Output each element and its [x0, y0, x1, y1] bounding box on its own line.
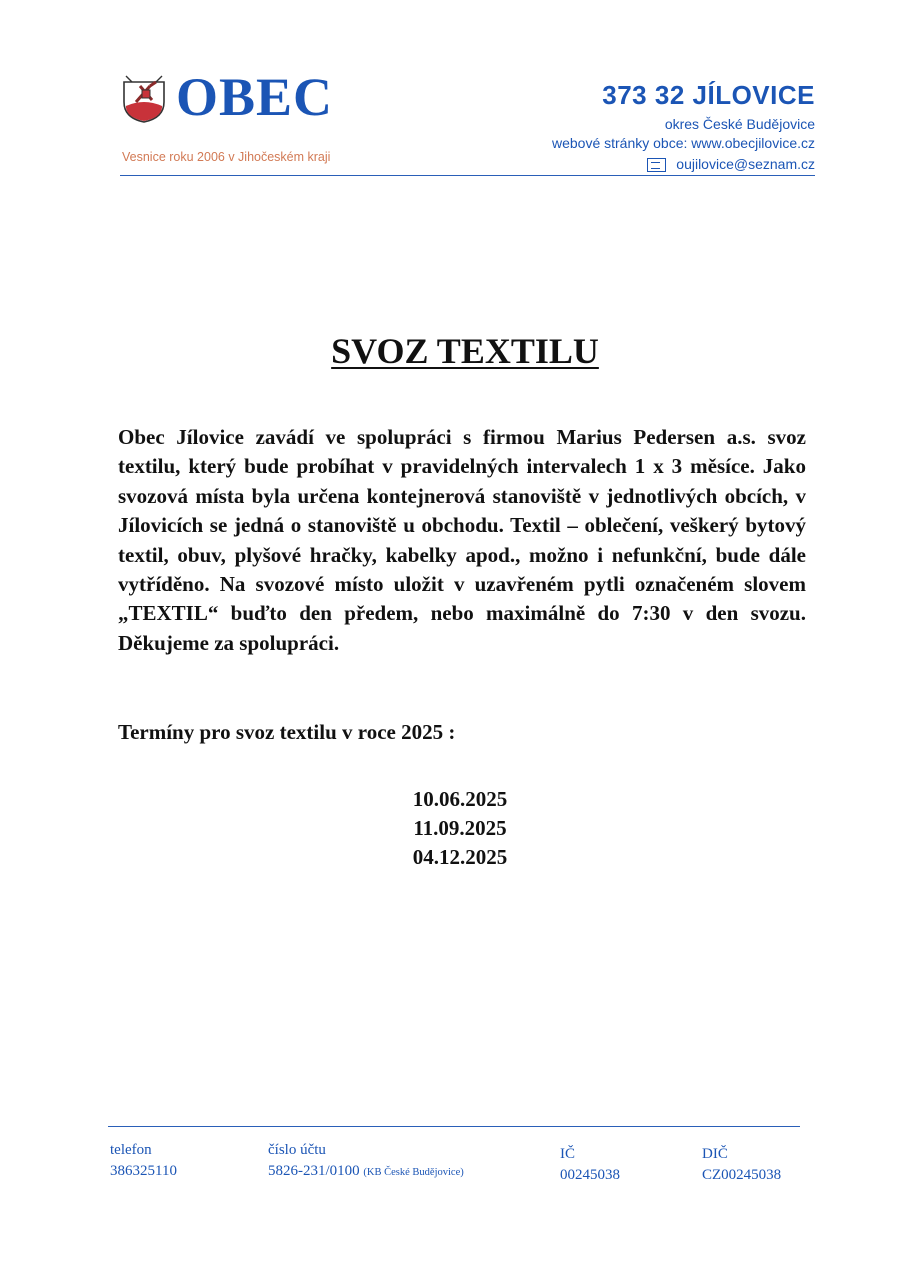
date-item: 10.06.2025 [412, 787, 508, 811]
body-text: Obec Jílovice zavádí ve spolupráci s firmou Marius Pedersen a.s. svoz textilu, který bude probíhat v pravidelných intervalech 1 x 3 měsíce. Jako svozová místa byla určena kontejnerová stanoviště v jednotlivých obcích, v Jílovicích se jedná o stanoviště u obchodu. Textil – oblečení, veškerý bytový textil, obuv, plyšové hračky, kabelky apod., možno i nefunkční, bude dále vytříděno. Na svozové místo uložit v uzavřeném pytli označeném slovem „TEXTIL“ buďto den předem, nebo maximálně do 7:30 v den svozu. Děkujeme za spolupráci. [118, 425, 806, 655]
ic-value: 00245038 [560, 1167, 620, 1183]
dates-list [0, 785, 900, 872]
logo-word: OBEC [176, 67, 334, 127]
website-line[interactable]: webové stránky obce: www.obecjilovice.cz [551, 135, 815, 151]
footer-dic [702, 1144, 781, 1186]
phone-label: telefon [110, 1142, 152, 1158]
district-line: okres České Budějovice [664, 116, 815, 132]
dic-value: CZ00245038 [702, 1167, 782, 1183]
tagline: Vesnice roku 2006 v Jihočeském kraji [122, 150, 331, 164]
header-divider [120, 175, 815, 176]
date-item: 11.09.2025 [413, 816, 507, 840]
account-value: 5826-231/0100 [268, 1163, 360, 1179]
account-label: číslo účtu [268, 1142, 326, 1158]
footer-divider [108, 1126, 800, 1127]
coat-of-arms-icon [122, 72, 166, 124]
account-bank: (KB České Budějovice) [363, 1167, 464, 1178]
date-item: 04.12.2025 [412, 845, 508, 869]
footer-account [268, 1140, 464, 1183]
terms-heading: Termíny pro svoz textilu v roce 2025 : [118, 720, 456, 744]
ic-label: IČ [560, 1146, 575, 1162]
phone-value: 386325110 [110, 1163, 177, 1179]
dic-label: DIČ [702, 1146, 728, 1162]
document-title: SVOZ TEXTILU [331, 331, 599, 371]
email-line [430, 156, 815, 172]
mail-icon [647, 158, 666, 172]
header-title: 373 32 JÍLOVICE [602, 80, 815, 110]
footer-phone [110, 1140, 177, 1182]
footer-ic [560, 1144, 620, 1186]
body-paragraph [118, 423, 806, 658]
email-link[interactable]: oujilovice@seznam.cz [676, 156, 815, 172]
